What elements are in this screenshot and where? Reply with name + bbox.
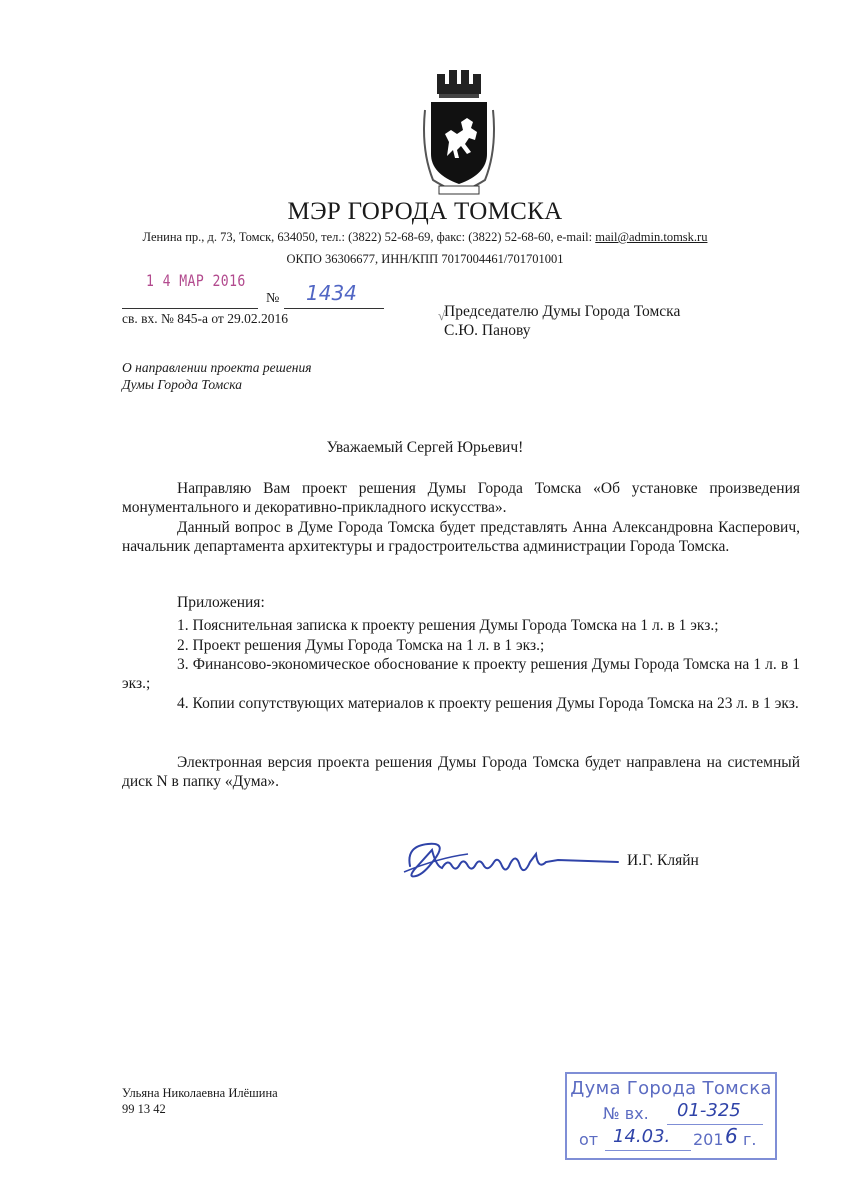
- date-underline: [122, 308, 258, 309]
- incoming-reference: св. вх. № 845-а от 29.02.2016: [122, 311, 288, 326]
- signer-name: И.Г. Кляйн: [627, 852, 699, 869]
- handwritten-signature: [398, 836, 620, 884]
- stamp-number-value: 01-325: [677, 1100, 741, 1121]
- letterhead-title: МЭР ГОРОДА ТОМСКА: [287, 198, 563, 225]
- coat-of-arms: [419, 70, 499, 196]
- attachment-item: 1. Пояснительная записка к проекту решения Думы Города Томска на 1 л. в 1 экз.;: [177, 617, 719, 634]
- check-mark: √: [438, 308, 446, 323]
- stamp-number-line: [667, 1124, 763, 1125]
- attachment-item: 2. Проект решения Думы Города Томска на 1 л. в 1 экз.;: [177, 637, 545, 654]
- letterhead-contacts: [0, 230, 850, 245]
- outgoing-number: 1434: [306, 281, 357, 305]
- number-underline: [284, 308, 384, 309]
- subject-line-1: О направлении проекта решения: [122, 360, 312, 375]
- number-sign: №: [266, 291, 280, 306]
- letter-subject: [122, 359, 312, 393]
- email-link[interactable]: mail@admin.tomsk.ru: [595, 230, 708, 244]
- subject-line-2: Думы Города Томска: [122, 377, 242, 392]
- stamp-date-prefix: от: [579, 1130, 599, 1149]
- executor-name: Ульяна Николаевна Илёшина: [122, 1086, 278, 1100]
- coat-of-arms-icon: [419, 70, 499, 196]
- attachments-title: Приложения:: [177, 594, 265, 611]
- executor-phone: 99 13 42: [122, 1102, 166, 1116]
- stamp-year-suffix: г.: [743, 1130, 757, 1149]
- recipient-position: Председателю Думы Города Томска: [444, 303, 681, 320]
- stamp-year-prefix: 201: [693, 1130, 724, 1149]
- stamp-title: Дума Города Томска: [570, 1078, 772, 1099]
- contacts-text: Ленина пр., д. 73, Томск, 634050, тел.: (3822) 52-68-69, факс: (3822) 52-68-60, e-mail:: [142, 230, 596, 244]
- stamp-date-line: [605, 1150, 691, 1151]
- paragraph-2: Данный вопрос в Думе Города Томска будет представлять Анна Александровна Касперович, начальник департамента архитектуры и градостроительства администрации Города Томска.: [122, 519, 800, 555]
- incoming-registration-stamp: [565, 1072, 777, 1160]
- stamp-number-label: № вх.: [603, 1104, 649, 1123]
- recipient-name: С.Ю. Панову: [444, 322, 531, 339]
- letterhead-codes: ОКПО 36306677, ИНН/КПП 7017004461/701701001: [286, 252, 564, 266]
- paragraph-3: Электронная версия проекта решения Думы Города Томска будет направлена на системный диск N в папку «Дума».: [122, 754, 800, 790]
- signature-icon: [398, 836, 620, 884]
- attachment-item: 4. Копии сопутствующих материалов к проекту решения Думы Города Томска на 23 л. в 1 экз.: [177, 695, 799, 712]
- outgoing-date-stamp: 1 4 МАР 2016: [146, 271, 246, 290]
- executor-block: [122, 1085, 278, 1117]
- stamp-date-value: 14.03.: [613, 1126, 671, 1147]
- attachment-item: 3. Финансово-экономическое обоснование к проекту решения Думы Города Томска на 1 л. в 1 экз.;: [122, 656, 800, 692]
- stamp-year-digit: 6: [725, 1124, 738, 1148]
- salutation: Уважаемый Сергей Юрьевич!: [326, 439, 524, 456]
- paragraph-1: Направляю Вам проект решения Думы Города Томска «Об установке произведения монументального и декоративно-прикладного искусства».: [122, 480, 800, 516]
- recipient-block: [444, 302, 680, 340]
